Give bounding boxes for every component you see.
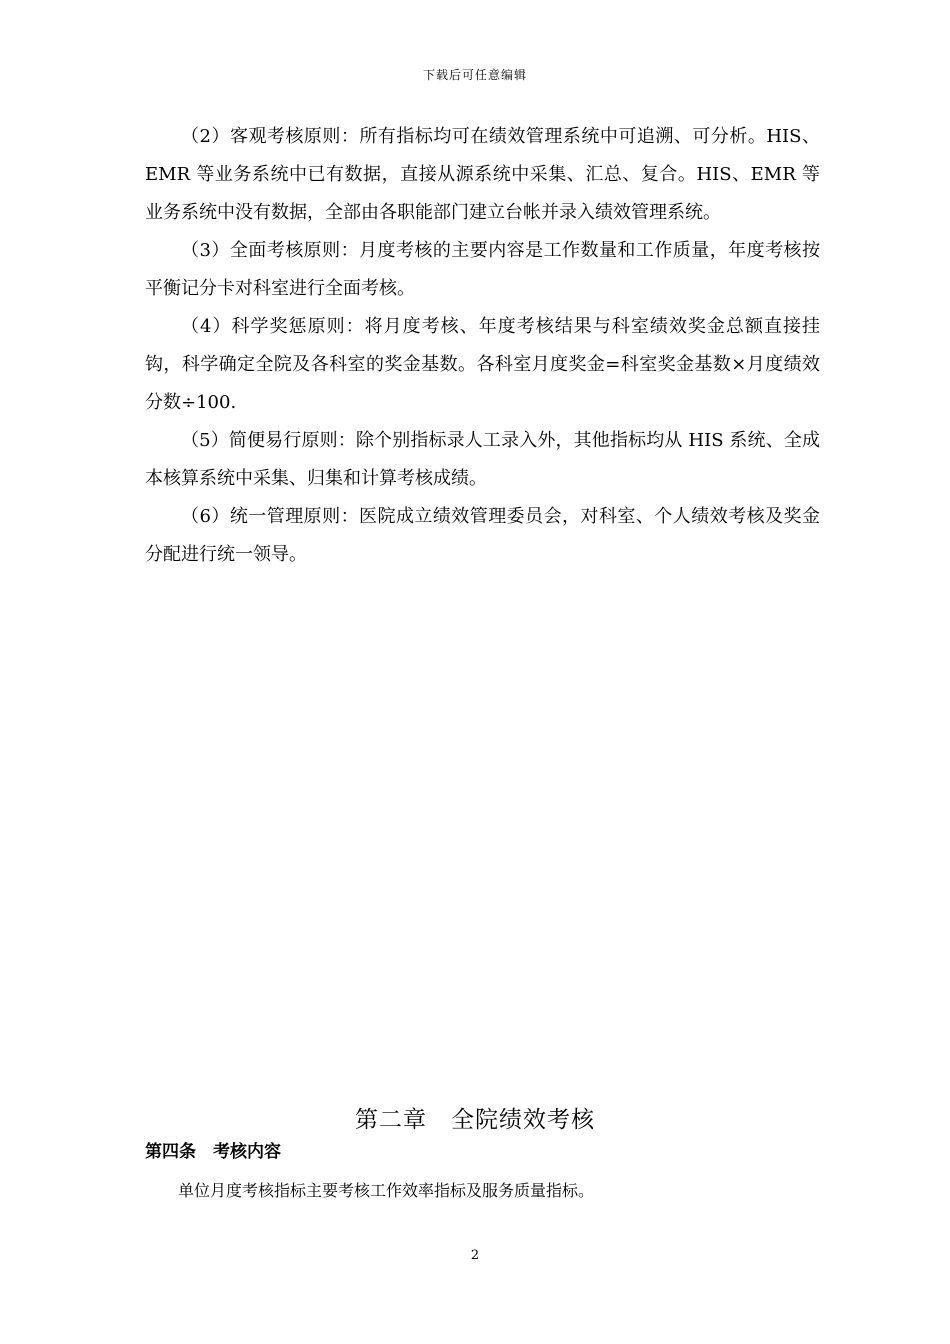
page-number: 2 bbox=[470, 1248, 480, 1263]
page-header: 下载后可任意编辑 bbox=[422, 68, 527, 82]
article-body: 单位月度考核指标主要考核工作效率指标及服务质量指标。 bbox=[178, 1181, 595, 1200]
principle-unified-management: （6）统一管理原则：医院成立绩效管理委员会，对科室、个人绩效考核及奖金分配进行统一领导。 bbox=[145, 506, 820, 565]
principle-reward-penalty: （4）科学奖惩原则：将月度考核、年度考核结果与科室绩效奖金总额直接挂钩，科学确定全院及各科室的奖金基数。各科室月度奖金=科室奖金基数×月度绩效分数÷100. bbox=[145, 316, 820, 413]
principle-comprehensive: （3）全面考核原则：月度考核的主要内容是工作数量和工作质量，年度考核按平衡记分卡对科室进行全面考核。 bbox=[145, 240, 820, 299]
article-title: 第四条 考核内容 bbox=[145, 1142, 281, 1162]
principles-section bbox=[145, 118, 820, 574]
principle-simplicity: （5）简便易行原则：除个别指标录人工录入外，其他指标均从 HIS 系统、全成本核算系统中采集、归集和计算考核成绩。 bbox=[145, 430, 820, 489]
principle-objective: （2）客观考核原则：所有指标均可在绩效管理系统中可追溯、可分析。HIS、EMR 等业务系统中已有数据，直接从源系统中采集、汇总、复合。HIS、EMR 等业务系统中没有数据，全部由各职能部门建立台帐并录入绩效管理系统。 bbox=[145, 126, 820, 223]
chapter-title: 第二章 全院绩效考核 bbox=[355, 1107, 595, 1133]
